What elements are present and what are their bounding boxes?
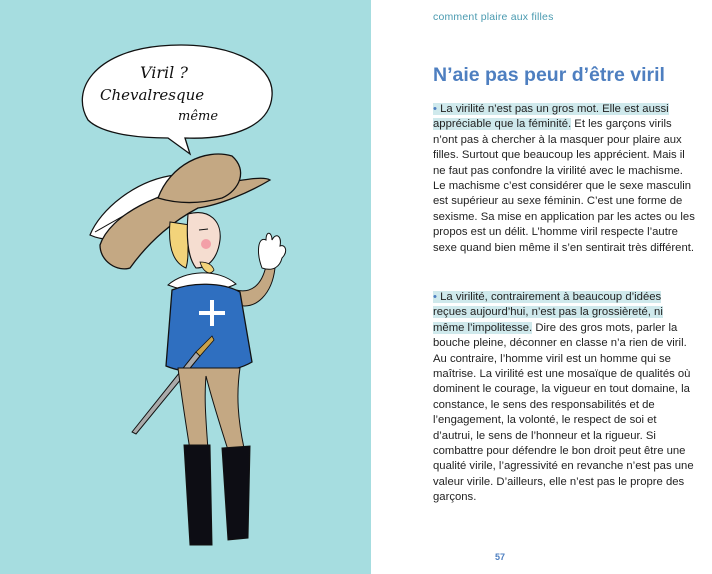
paragraph-2-text: Dire des gros mots, parler la bouche pleine, déconner en classe n’a rien de viril. Au contraire, l’homme viril est un homme qui se maîtrise. La virilité est une mosaïque de qualités où dominent le courage, la vigueur en tout domaine, la constance, le sens des responsabilités et de l’engagement, la volonté, le respect de soi et d’autrui, le sens de l’honneur et la rigueur. Si combattre pour défendre le bon droit peut être une qualité virile, l’agressivité en revanche n’est pas une valeur virile. D’ailleurs, elle n’est pas le propre des garçons. — [433, 321, 694, 504]
paragraph-1-highlight-text: La virilité n’est pas un gros mot. Elle est aussi appréciable que la féminité. — [433, 103, 669, 131]
hand — [259, 233, 286, 269]
bubble-text-line2: Chevalresque — [100, 86, 205, 104]
paragraph-2 — [433, 290, 695, 506]
text-page — [371, 0, 712, 574]
bubble-text-line3: même — [178, 109, 219, 124]
paragraph-2-highlight-text: La virilité, contrairement à beaucoup d’idées reçues aujourd’hui, n’est pas la grossièreté, ni même l’impolitesse. — [433, 291, 663, 334]
paragraph-1 — [433, 102, 695, 256]
page-title: N’aie pas peur d’être viril — [433, 64, 665, 86]
bullet-icon: • — [433, 103, 437, 115]
paragraph-1-text: Et les garçons virils n’ont pas à chercher à la masquer pour plaire aux filles. Surtout que beaucoup les apprécient. Mais il ne faut pas confondre la virilité avec le machisme. Le machisme c’est considérer que le sexe masculin est supérieur au sexe féminin. C’est une forme de sexisme. Sa mise en application par les actes ou les propos est un délit. L’homme viril respecte l’autre sexe quand bien même il s’en sentirait très différent. — [433, 118, 695, 254]
left-boot — [184, 445, 212, 545]
legs — [178, 368, 244, 450]
tunic — [166, 284, 252, 372]
right-boot — [222, 446, 250, 540]
running-head: comment plaire aux filles — [433, 11, 554, 23]
bullet-icon: • — [433, 291, 437, 303]
page-number: 57 — [495, 552, 506, 562]
bubble-text-line1: Viril ? — [140, 63, 188, 82]
